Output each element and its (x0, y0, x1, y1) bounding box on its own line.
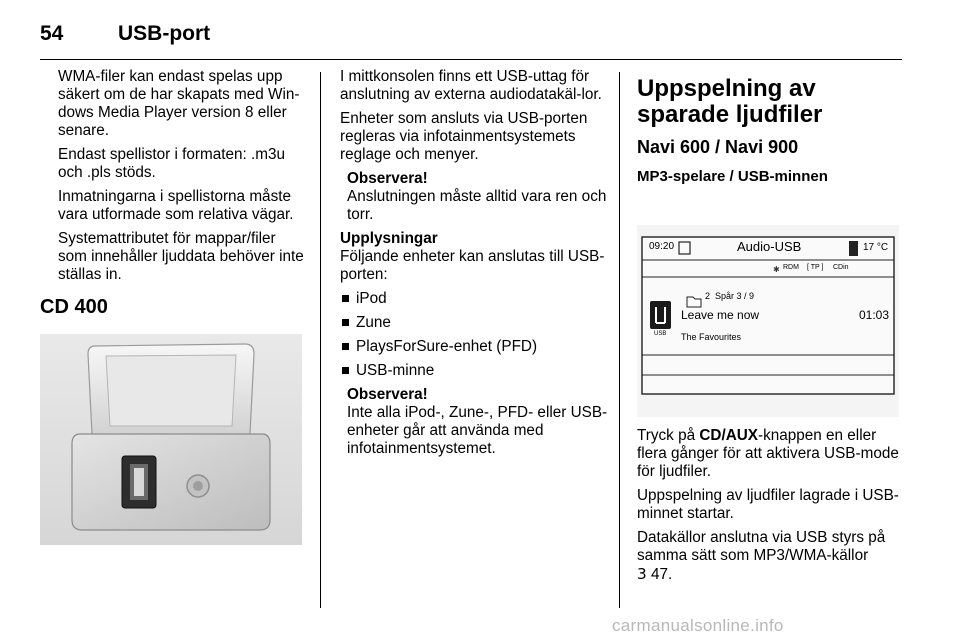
note-2-text: Inte alla iPod-, Zune-, PFD- eller USB-enheter går att använda med infotainmentsystemet. (347, 404, 608, 457)
note-2-title: Observera! (347, 386, 428, 403)
column-2 (340, 68, 608, 458)
column-divider-2 (619, 72, 620, 608)
paragraph-press-cd-aux (637, 427, 905, 481)
list-item: USB-minne (340, 362, 608, 380)
paragraph-usb-control: Enheter som ansluts via USB-porten regleras via infotainmentsystemets reglage och menyer. (340, 110, 588, 163)
paragraph-playlist-entries: Inmatningarna i spellistorna måste vara utformade som relativa vägar. (58, 188, 294, 223)
text-run: -knappen en eller flera gånger för att aktivera USB-mode för ljudfiler. (637, 427, 899, 480)
screen-time: 09:20 (649, 241, 675, 252)
column-3 (637, 68, 905, 194)
paragraph-wma: WMA-filer kan endast spelas upp säkert om de har skapats med Win-dows Media Player version 8 eller senare. (58, 68, 300, 139)
list-item: Zune (340, 314, 608, 332)
track-number: Spår 3 / 9 (715, 291, 755, 301)
info-text: Följande enheter kan anslutas till USB-porten: (340, 248, 605, 283)
song-title: Leave me now (681, 308, 760, 322)
column-3-lower (637, 427, 905, 590)
note-1-text: Anslutningen måste alltid vara ren och torr. (347, 188, 607, 223)
page-reference-icon: 3 (637, 565, 647, 583)
usb-label: USB (654, 331, 667, 337)
section-heading: Uppspelning av sparade ljudfiler (637, 75, 823, 128)
usb-icon (650, 301, 671, 329)
paragraph-system-attribute: Systemattributet för mappar/filer som innehåller ljuddata behöver inte ställas in. (58, 230, 304, 283)
status-tp: [ TP ] (807, 264, 824, 271)
info-title: Upplysningar (340, 230, 438, 247)
watermark: carmanualsonline.info (612, 616, 784, 635)
subsection-heading: Navi 600 / Navi 900 (637, 137, 799, 157)
info-box (340, 230, 608, 284)
cd-aux-label: CD/AUX (699, 427, 758, 444)
note-1 (340, 170, 608, 224)
paragraph-playlists: Endast spellistor i formaten: .m3u och .pls stöds. (58, 146, 286, 181)
list-item: iPod (340, 290, 608, 308)
heading-cd400: CD 400 (40, 296, 108, 318)
status-rdm: RDM (783, 264, 799, 271)
subsubsection-heading: MP3-spelare / USB-minnen (637, 168, 828, 185)
text-run: Datakällor anslutna via USB styrs på samma sätt som MP3/WMA-källor (637, 529, 886, 564)
album-title: The Favourites (681, 332, 742, 342)
status-cdin: CDin (833, 264, 849, 271)
audio-usb-screen (637, 225, 899, 417)
folder-number: 2 (705, 291, 711, 301)
column-1 (40, 68, 308, 328)
column-divider-1 (320, 72, 321, 608)
page-number: 54 (40, 22, 64, 45)
paragraph-usb-sources (637, 529, 905, 584)
device-list (340, 290, 608, 380)
note-1-title: Observera! (347, 170, 428, 187)
text-run: Tryck på (637, 427, 700, 444)
paragraph-playback-starts: Uppspelning av ljudfiler lagrade i USB-minnet startar. (637, 487, 899, 522)
screen-temperature: 17 °C (863, 242, 889, 253)
elapsed-time: 01:03 (859, 308, 890, 322)
svg-text:✱: ✱ (773, 265, 780, 274)
screen-title: Audio-USB (737, 239, 802, 254)
page-title: USB-port (118, 22, 211, 45)
note-2 (340, 386, 608, 458)
list-item: PlaysForSure-enhet (PFD) (340, 338, 608, 356)
usb-port-photo (40, 334, 302, 545)
header-rule (40, 59, 902, 60)
page-reference[interactable]: 47. (646, 566, 673, 583)
paragraph-usb-intro: I mittkonsolen finns ett USB-uttag för anslutning av externa audiodatakäl-lor. (340, 68, 602, 103)
battery-icon (849, 241, 858, 256)
